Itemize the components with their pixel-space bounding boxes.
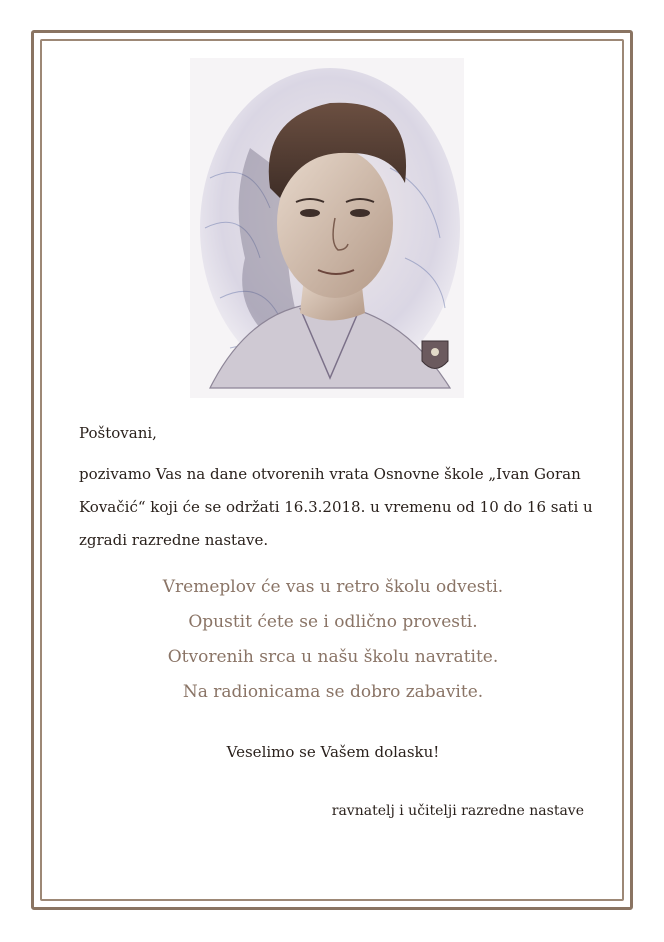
poem: [60, 570, 606, 710]
poem-line: Opustit ćete se i odlično provesti.: [188, 612, 478, 632]
letter-closing: Veselimo se Vašem dolasku!: [226, 743, 440, 761]
poem-line: Vremeplov će vas u retro školu odvesti.: [162, 577, 504, 597]
poem-line: Na radionicama se dobro zabavite.: [182, 682, 484, 702]
letter-signature: ravnatelj i učitelji razredne nastave: [331, 803, 584, 819]
letter-greeting: Poštovani,: [79, 424, 157, 442]
portrait-image: [190, 58, 464, 398]
poem-line: Otvorenih srca u našu školu navratite.: [167, 647, 499, 667]
letter-body: pozivamo Vas na dane otvorenih vrata Osnovne škole „Ivan Goran Kovačić“ koji će se održati 16.3.2018. u vremenu od 10 do 16 sati u zgradi razredne nastave.: [79, 465, 593, 549]
